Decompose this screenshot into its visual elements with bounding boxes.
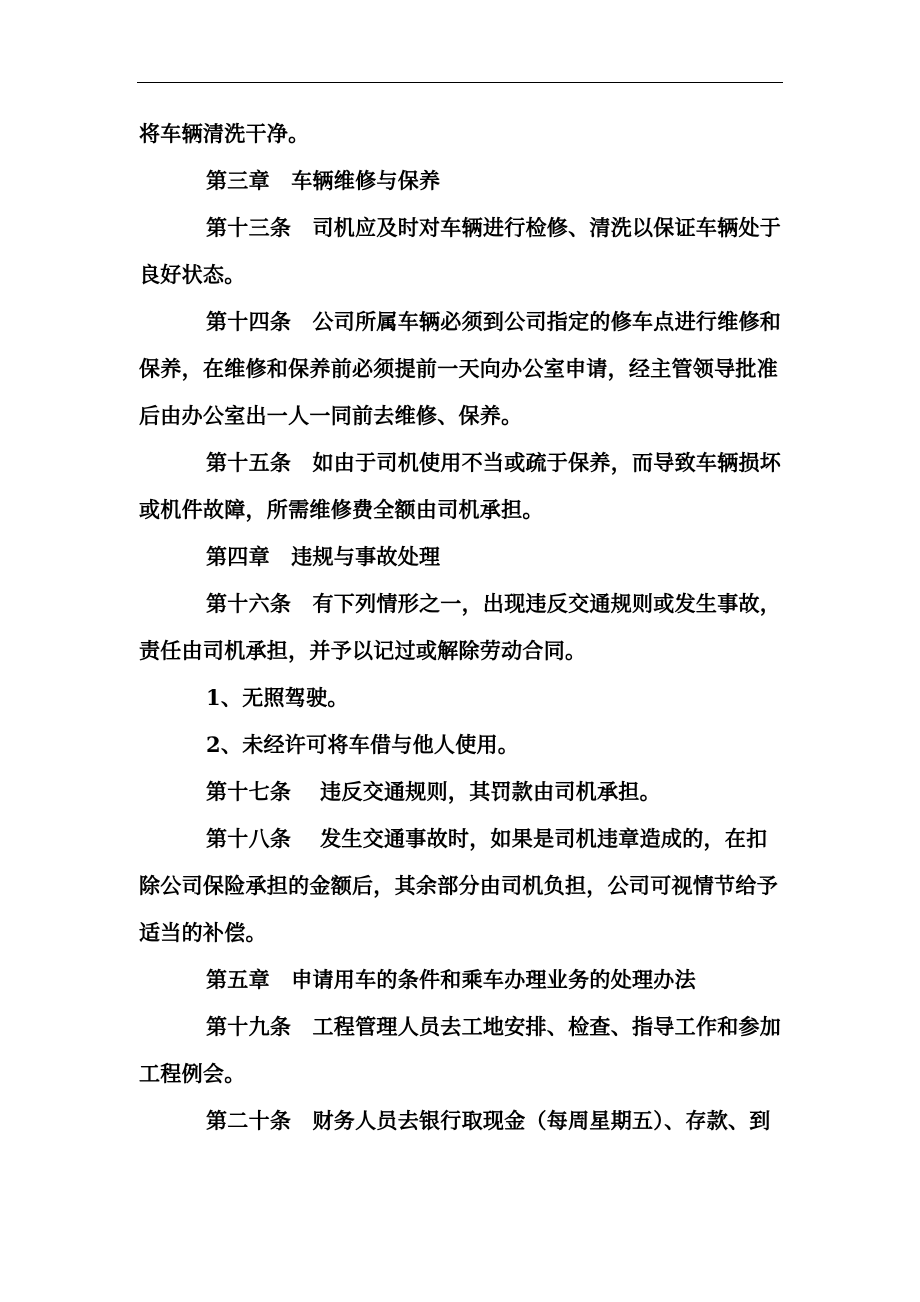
article-line: 第十六条 有下列情形之一，出现违反交通规则或发生事故， xyxy=(206,591,782,616)
chapter-heading: 第五章 申请用车的条件和乘车办理业务的处理办法 xyxy=(206,967,696,992)
article-line: 第二十条 财务人员去银行取现金（每周星期五）、存款、到 xyxy=(206,1108,771,1133)
chapter-heading: 第三章 车辆维修与保养 xyxy=(206,168,441,193)
header-rule xyxy=(137,82,783,83)
article-line: 第十七条 违反交通规则，其罚款由司机承担。 xyxy=(206,779,661,804)
text-line: 责任由司机承担，并予以记过或解除劳动合同。 xyxy=(139,638,587,663)
list-item: 2、未经许可将车借与他人使用。 xyxy=(206,732,520,757)
text-line: 适当的补偿。 xyxy=(139,920,267,945)
text-line: 或机件故障，所需维修费全额由司机承担。 xyxy=(139,497,544,522)
article-line: 第十八条 发生交通事故时，如果是司机违章造成的，在扣 xyxy=(206,826,768,851)
list-item: 1、无照驾驶。 xyxy=(206,685,349,710)
text-line: 除公司保险承担的金额后，其余部分由司机负担，公司可视情节给予 xyxy=(139,873,778,898)
text-line: 良好状态。 xyxy=(139,262,246,287)
document-body xyxy=(139,110,795,1144)
chapter-heading: 第四章 违规与事故处理 xyxy=(206,544,441,569)
text-line: 工程例会。 xyxy=(139,1061,246,1086)
article-line: 第十五条 如由于司机使用不当或疏于保养，而导致车辆损坏 xyxy=(206,450,782,475)
text-line: 保养，在维修和保养前必须提前一天向办公室申请，经主管领导批准 xyxy=(139,356,778,381)
article-line: 第十四条 公司所属车辆必须到公司指定的修车点进行维修和 xyxy=(206,309,782,334)
article-line: 第十九条 工程管理人员去工地安排、检查、指导工作和参加 xyxy=(206,1014,782,1039)
text-line: 后由办公室出一人一同前去维修、保养。 xyxy=(139,403,523,428)
text-line: 将车辆清洗干净。 xyxy=(139,121,310,146)
article-line: 第十三条 司机应及时对车辆进行检修、清洗以保证车辆处于 xyxy=(206,215,782,240)
